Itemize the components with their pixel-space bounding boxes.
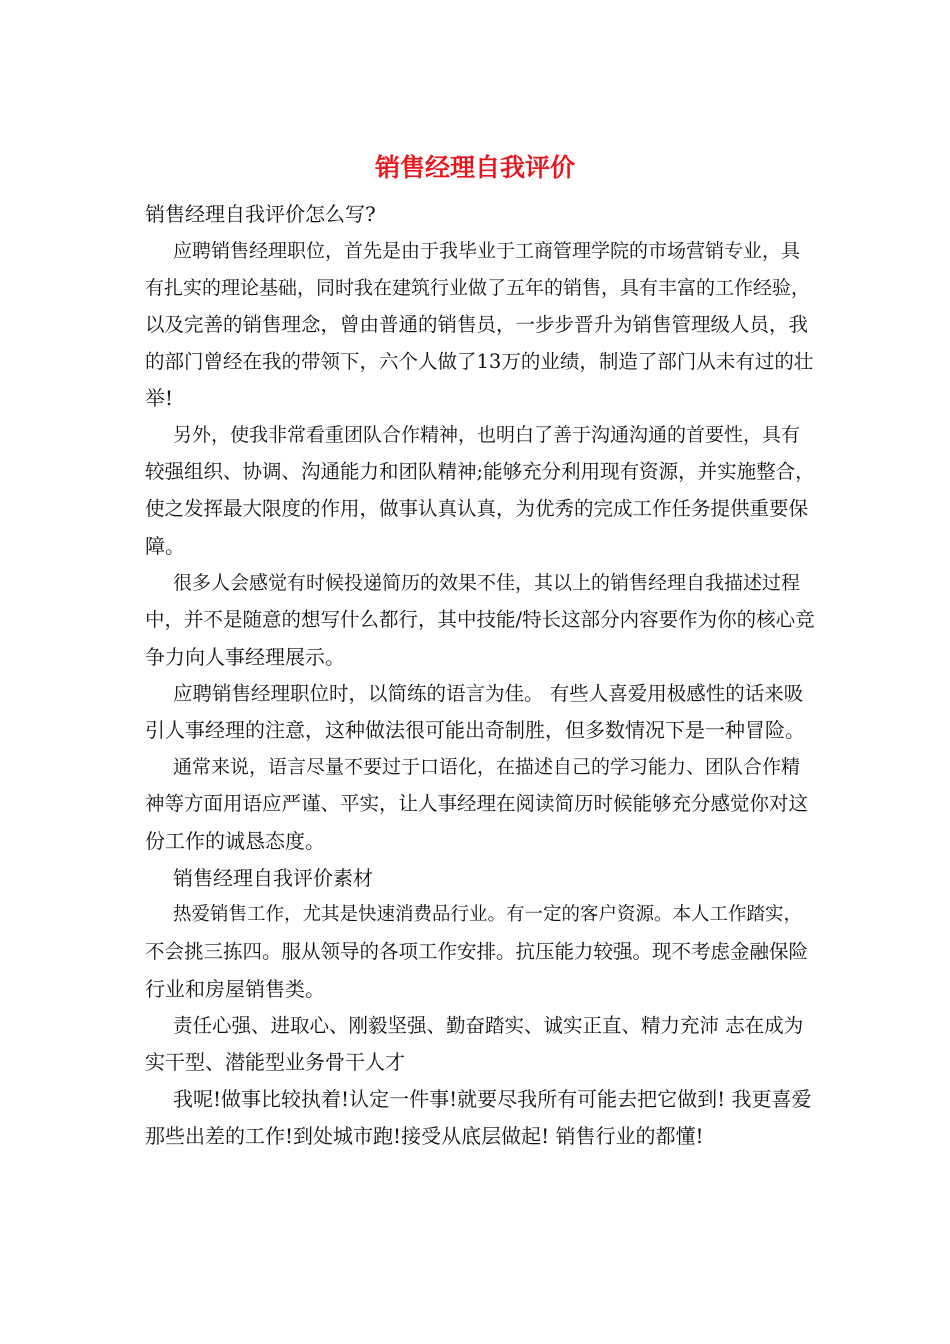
text-line: 那些出差的工作!到处城市跑!接受从底层做起! 销售行业的都懂! — [145, 1124, 704, 1149]
document-body — [145, 196, 815, 1155]
text-line: 很多人会感觉有时候投递简历的效果不佳，其以上的销售经理自我描述过程 — [173, 571, 801, 594]
text-line: 份工作的诚恳态度。 — [145, 829, 325, 854]
text-line: 销售经理自我评价怎么写? — [145, 202, 376, 226]
text-line: 较强组织、协调、沟通能力和团队精神;能够充分利用现有资源，并实施整合， — [145, 460, 815, 484]
text-line: 有扎实的理论基础，同时我在建筑行业做了五年的销售，具有丰富的工作经验， — [145, 276, 811, 299]
text-line: 责任心强、进取心、刚毅坚强、勤奋踏实、诚实正直、精力充沛 志在成为 — [173, 1013, 804, 1037]
document-title: 销售经理自我评价 — [374, 153, 575, 182]
text-line: 应聘销售经理职位时，以简练的语言为佳。 有些人喜爱用极感性的话来吸 — [173, 681, 804, 705]
text-line: 通常来说，语言尽量不要过于口语化，在描述自己的学习能力、团队合作精 — [173, 756, 801, 779]
text-line: 使之发挥最大限度的作用，做事认真认真，为优秀的完成工作任务提供重要保 — [145, 497, 809, 521]
text-line: 不会挑三拣四。服从领导的各项工作安排。抗压能力较强。现不考虑金融保险 — [145, 939, 809, 963]
text-line: 应聘销售经理职位，首先是由于我毕业于工商管理学院的市场营销专业，具 — [173, 239, 801, 262]
text-line: 举! — [145, 386, 174, 411]
text-line: 的部门曾经在我的带领下，六个人做了13万的业绩，制造了部门从未有过的壮 — [145, 349, 814, 373]
text-line: 争力向人事经理展示。 — [145, 644, 345, 669]
text-line: 中，并不是随意的想写什么都行，其中技能/特长这部分内容要作为你的核心竞 — [145, 607, 815, 631]
text-line: 热爱销售工作，尤其是快速消费品行业。有一定的客户资源。本人工作踏实， — [173, 903, 803, 925]
text-line: 销售经理自我评价素材 — [173, 866, 373, 891]
text-line: 障。 — [145, 534, 185, 559]
text-line: 神等方面用语应严谨、平实，让人事经理在阅读简历时候能够充分感觉你对这 — [145, 792, 809, 816]
text-line: 我呢!做事比较执着!认定一件事!就要尽我所有可能去把它做到! 我更喜爱 — [173, 1087, 812, 1112]
text-line: 实干型、潜能型业务骨干人才 — [145, 1050, 405, 1075]
text-line: 引人事经理的注意，这种做法很可能出奇制胜，但多数情况下是一种冒险。 — [145, 718, 805, 743]
text-line: 以及完善的销售理念，曾由普通的销售员，一步步晋升为销售管理级人员，我 — [145, 312, 809, 336]
text-line: 另外，使我非常看重团队合作精神，也明白了善于沟通沟通的首要性，具有 — [173, 424, 801, 447]
text-line: 行业和房屋销售类。 — [145, 976, 325, 1001]
